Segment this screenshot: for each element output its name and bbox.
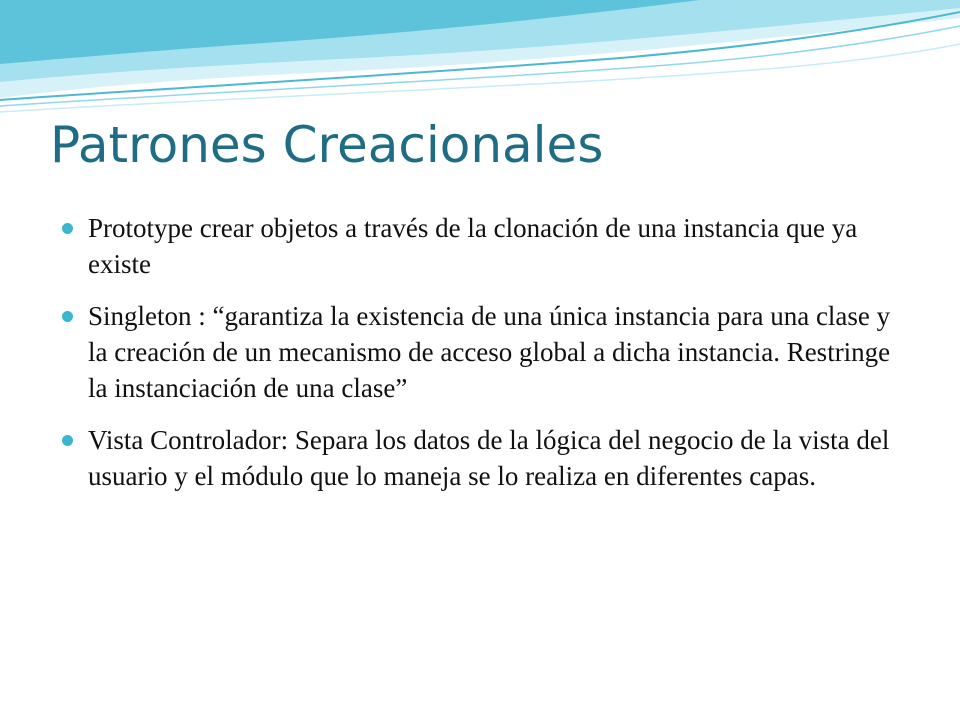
bullet-list [62, 210, 912, 510]
slide-title: Patrones Creacionales [50, 116, 604, 174]
bullet-item-prototype [62, 210, 912, 282]
header-wave-decoration [0, 0, 960, 120]
bullet-item-singleton [62, 298, 912, 406]
bullet-item-vista-controlador [62, 422, 912, 494]
bullet-text: Singleton : “garantiza la existencia de una única instancia para una clase y la creación de un mecanismo de acceso global a dicha instancia. Restringe la instanciación de una clase” [88, 301, 891, 403]
bullet-dot-icon [62, 223, 73, 234]
bullet-dot-icon [62, 311, 73, 322]
bullet-dot-icon [62, 435, 73, 446]
bullet-text: Prototype crear objetos a través de la clonación de una instancia que ya existe [88, 213, 858, 279]
bullet-text: Vista Controlador: Separa los datos de la lógica del negocio de la vista del usuario y el módulo que lo maneja se lo realiza en diferentes capas. [88, 425, 890, 491]
